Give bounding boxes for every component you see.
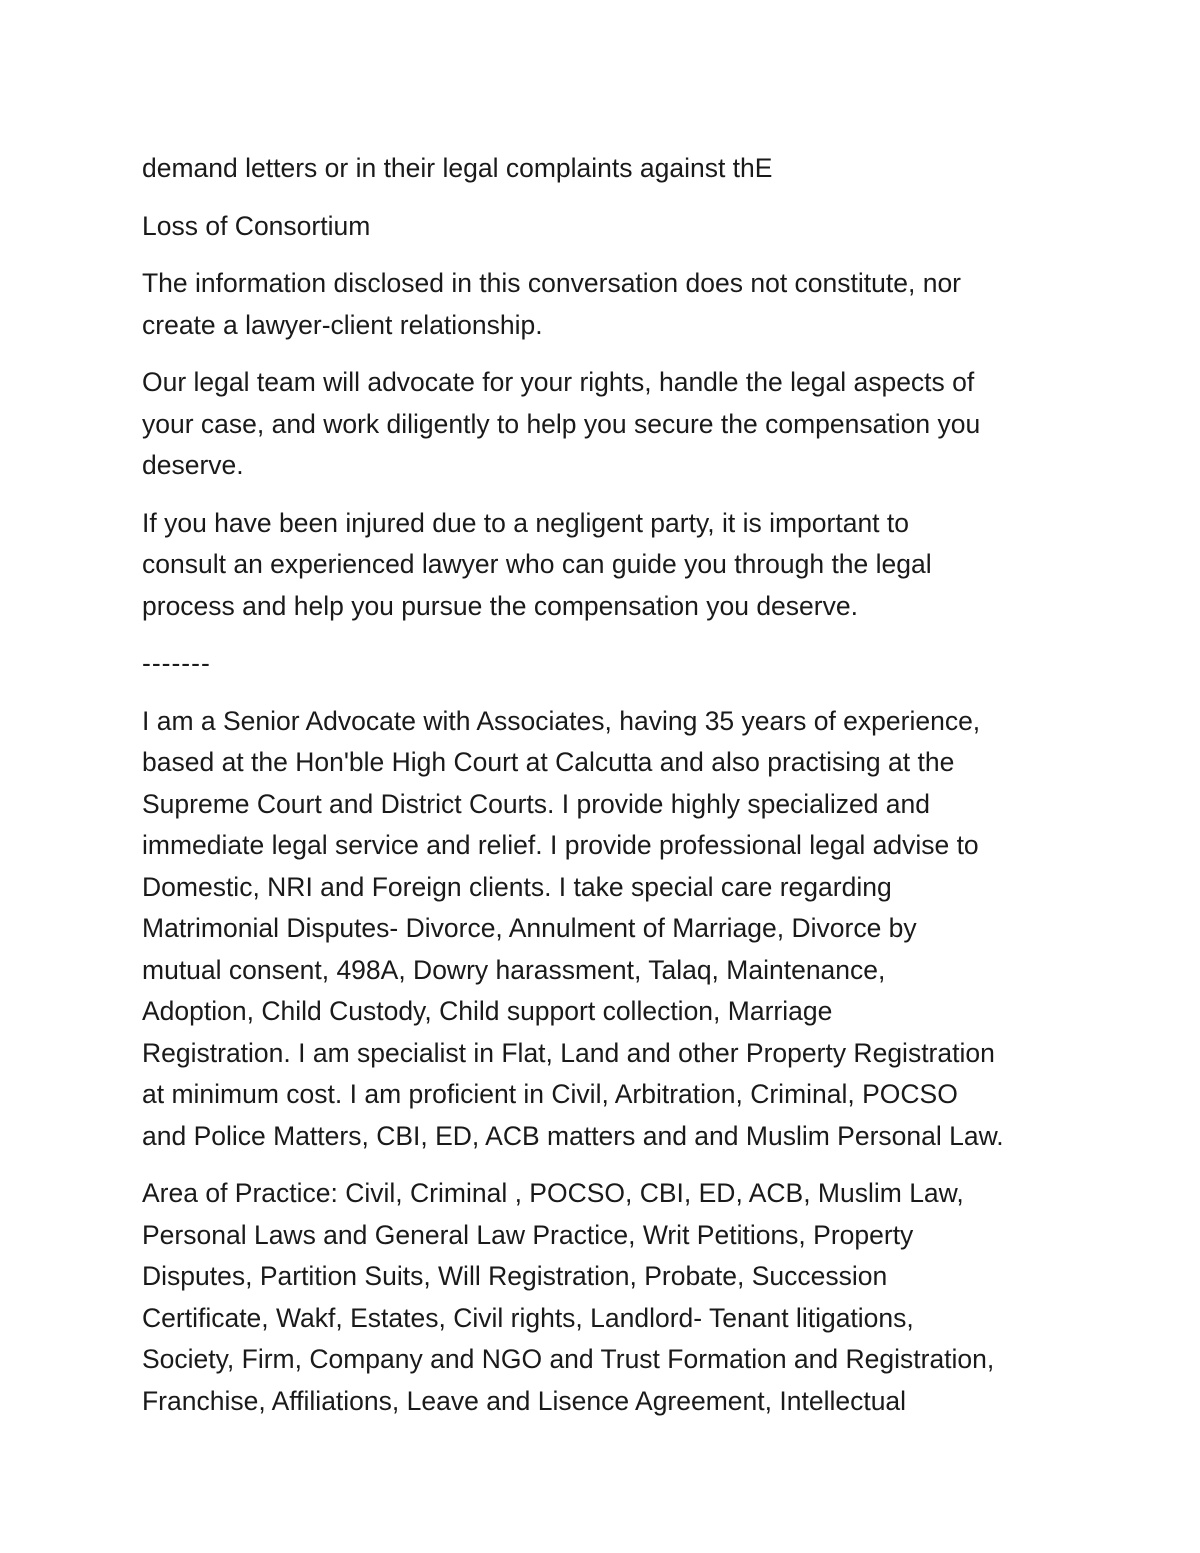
text-line: I am a Senior Advocate with Associates, having 35 years of experience, (142, 705, 981, 736)
text-line: Loss of Consortium (142, 210, 371, 241)
paragraph-injury-advice (142, 503, 1072, 628)
text-line: Certificate, Wakf, Estates, Civil rights, Landlord- Tenant litigations, (142, 1302, 914, 1333)
paragraph-area-of-practice (142, 1173, 1072, 1422)
text-line: ------- (142, 648, 211, 678)
text-line: Personal Laws and General Law Practice, Writ Petitions, Property (142, 1219, 914, 1250)
paragraph-legal-team (142, 362, 1072, 487)
text-line: Society, Firm, Company and NGO and Trust Formation and Registration, (142, 1344, 995, 1374)
paragraph-disclaimer (142, 263, 1072, 346)
text-line: consult an experienced lawyer who can guide you through the legal (142, 549, 932, 579)
separator-dashes (142, 643, 1072, 685)
text-line: mutual consent, 498A, Dowry harassment, Talaq, Maintenance, (142, 954, 886, 985)
text-line: immediate legal service and relief. I provide professional legal advise to (142, 830, 979, 860)
paragraph-demand-letters (142, 148, 1072, 190)
text-line: Adoption, Child Custody, Child support collection, Marriage (142, 996, 833, 1026)
text-line: Franchise, Affiliations, Leave and Lisence Agreement, Intellectual (142, 1385, 907, 1416)
text-line: The information disclosed in this conversation does not constitute, nor (142, 268, 962, 298)
paragraph-advocate-bio (142, 701, 1072, 1158)
text-line: demand letters or in their legal complaints against thE (142, 153, 773, 183)
text-line: Disputes, Partition Suits, Will Registration, Probate, Succession (142, 1261, 888, 1291)
text-line: process and help you pursue the compensation you deserve. (142, 590, 858, 621)
text-line: If you have been injured due to a negligent party, it is important to (142, 507, 910, 538)
text-line: deserve. (142, 450, 244, 480)
text-line: your case, and work diligently to help you secure the compensation you (142, 408, 981, 439)
text-line: Area of Practice: Civil, Criminal , POCSO, CBI, ED, ACB, Muslim Law, (142, 1178, 964, 1208)
text-line: Our legal team will advocate for your rights, handle the legal aspects of (142, 367, 975, 397)
paragraph-loss-of-consortium (142, 206, 1072, 248)
text-line: Supreme Court and District Courts. I provide highly specialized and (142, 788, 931, 819)
text-line: create a lawyer-client relationship. (142, 309, 543, 340)
text-line: Domestic, NRI and Foreign clients. I take special care regarding (142, 871, 892, 902)
text-line: at minimum cost. I am proficient in Civil, Arbitration, Criminal, POCSO (142, 1079, 958, 1109)
text-line: Registration. I am specialist in Flat, Land and other Property Registration (142, 1037, 995, 1068)
document-body (142, 148, 1072, 1438)
text-line: Matrimonial Disputes- Divorce, Annulment of Marriage, Divorce by (142, 913, 917, 943)
text-line: and Police Matters, CBI, ED, ACB matters and and Muslim Personal Law. (142, 1120, 1004, 1151)
text-line: based at the Hon'ble High Court at Calcutta and also practising at the (142, 747, 955, 777)
